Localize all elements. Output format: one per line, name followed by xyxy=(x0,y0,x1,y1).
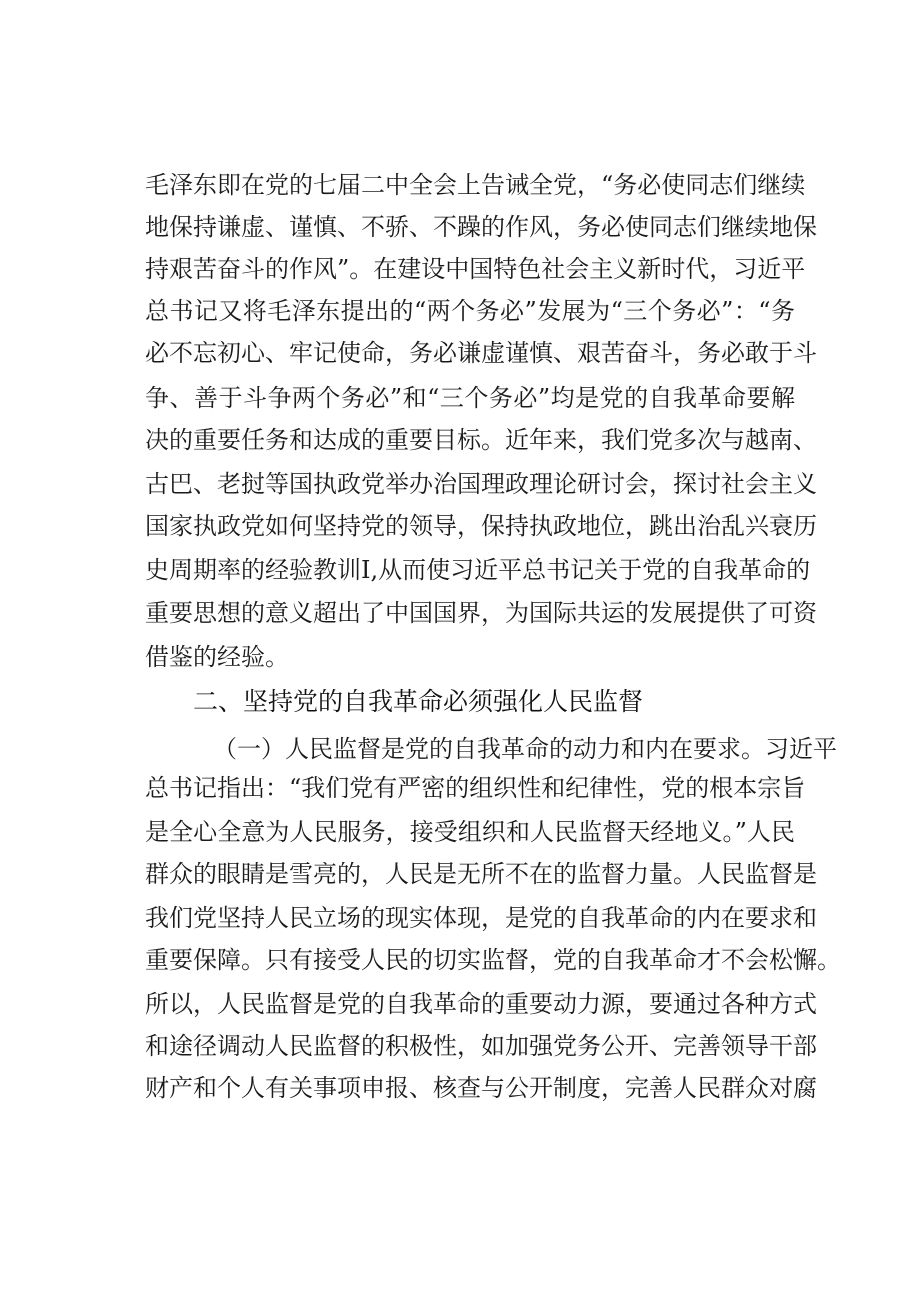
paragraph-1-line: 毛泽东即在党的七届二中全会上告诫全党，“务必使同志们继续 xyxy=(145,171,806,199)
paragraph-2-line: 是全心全意为人民服务，接受组织和人民监督天经地义。”人民 xyxy=(145,818,795,846)
paragraph-1-line: 史周期率的经验教训I,从而使习近平总书记关于党的自我革命的 xyxy=(145,556,811,584)
paragraph-2-line: 所以，人民监督是党的自我革命的重要动力源，要通过各种方式 xyxy=(145,990,817,1018)
paragraph-1-line: 借鉴的经验。 xyxy=(145,643,289,671)
paragraph-1-line: 必不忘初心、牢记使命，务必谦虚谨慎、艰苦奋斗，务必敢于斗 xyxy=(145,339,817,367)
paragraph-1-line: 总书记又将毛泽东提出的“两个务必”发展为“三个务必”：“务 xyxy=(145,297,795,325)
paragraph-2-line: 重要保障。只有接受人民的切实监督，党的自我革命才不会松懈。 xyxy=(145,946,841,974)
paragraph-1-line: 国家执政党如何坚持党的领导，保持执政地位，跳出治乱兴衰历 xyxy=(145,512,817,540)
paragraph-2-line: （一）人民监督是党的自我革命的动力和内在要求。习近平 xyxy=(213,735,837,763)
paragraph-1-line: 地保持谦虚、谨慎、不骄、不躁的作风，务必使同志们继续地保 xyxy=(145,213,817,241)
section-heading: 二、坚持党的自我革命必须强化人民监督 xyxy=(193,687,644,716)
paragraph-1-line: 决的重要任务和达成的重要目标。近年来，我们党多次与越南、 xyxy=(145,426,817,454)
paragraph-2-line: 总书记指出：“我们党有严密的组织性和纪律性，党的根本宗旨 xyxy=(145,774,806,802)
paragraph-2-line: 群众的眼睛是雪亮的，人民是无所不在的监督力量。人民监督是 xyxy=(145,860,817,888)
paragraph-2-line: 财产和个人有关事项申报、核查与公开制度，完善人民群众对腐 xyxy=(145,1074,817,1102)
paragraph-1-line: 重要思想的意义超出了中国国界，为国际共运的发展提供了可资 xyxy=(145,599,817,627)
paragraph-1-line: 争、善于斗争两个务必”和“三个务必”均是党的自我革命要解 xyxy=(145,384,795,412)
paragraph-2-line: 我们党坚持人民立场的现实体现，是党的自我革命的内在要求和 xyxy=(145,904,817,932)
paragraph-1-line: 古巴、老挝等国执政党举办治国理政理论研讨会，探讨社会主义 xyxy=(145,470,817,498)
paragraph-1-line: 持艰苦奋斗的作风”。在建设中国特色社会主义新时代，习近平 xyxy=(145,255,806,283)
paragraph-2-line: 和途径调动人民监督的积极性，如加强党务公开、完善领导干部 xyxy=(145,1032,817,1060)
